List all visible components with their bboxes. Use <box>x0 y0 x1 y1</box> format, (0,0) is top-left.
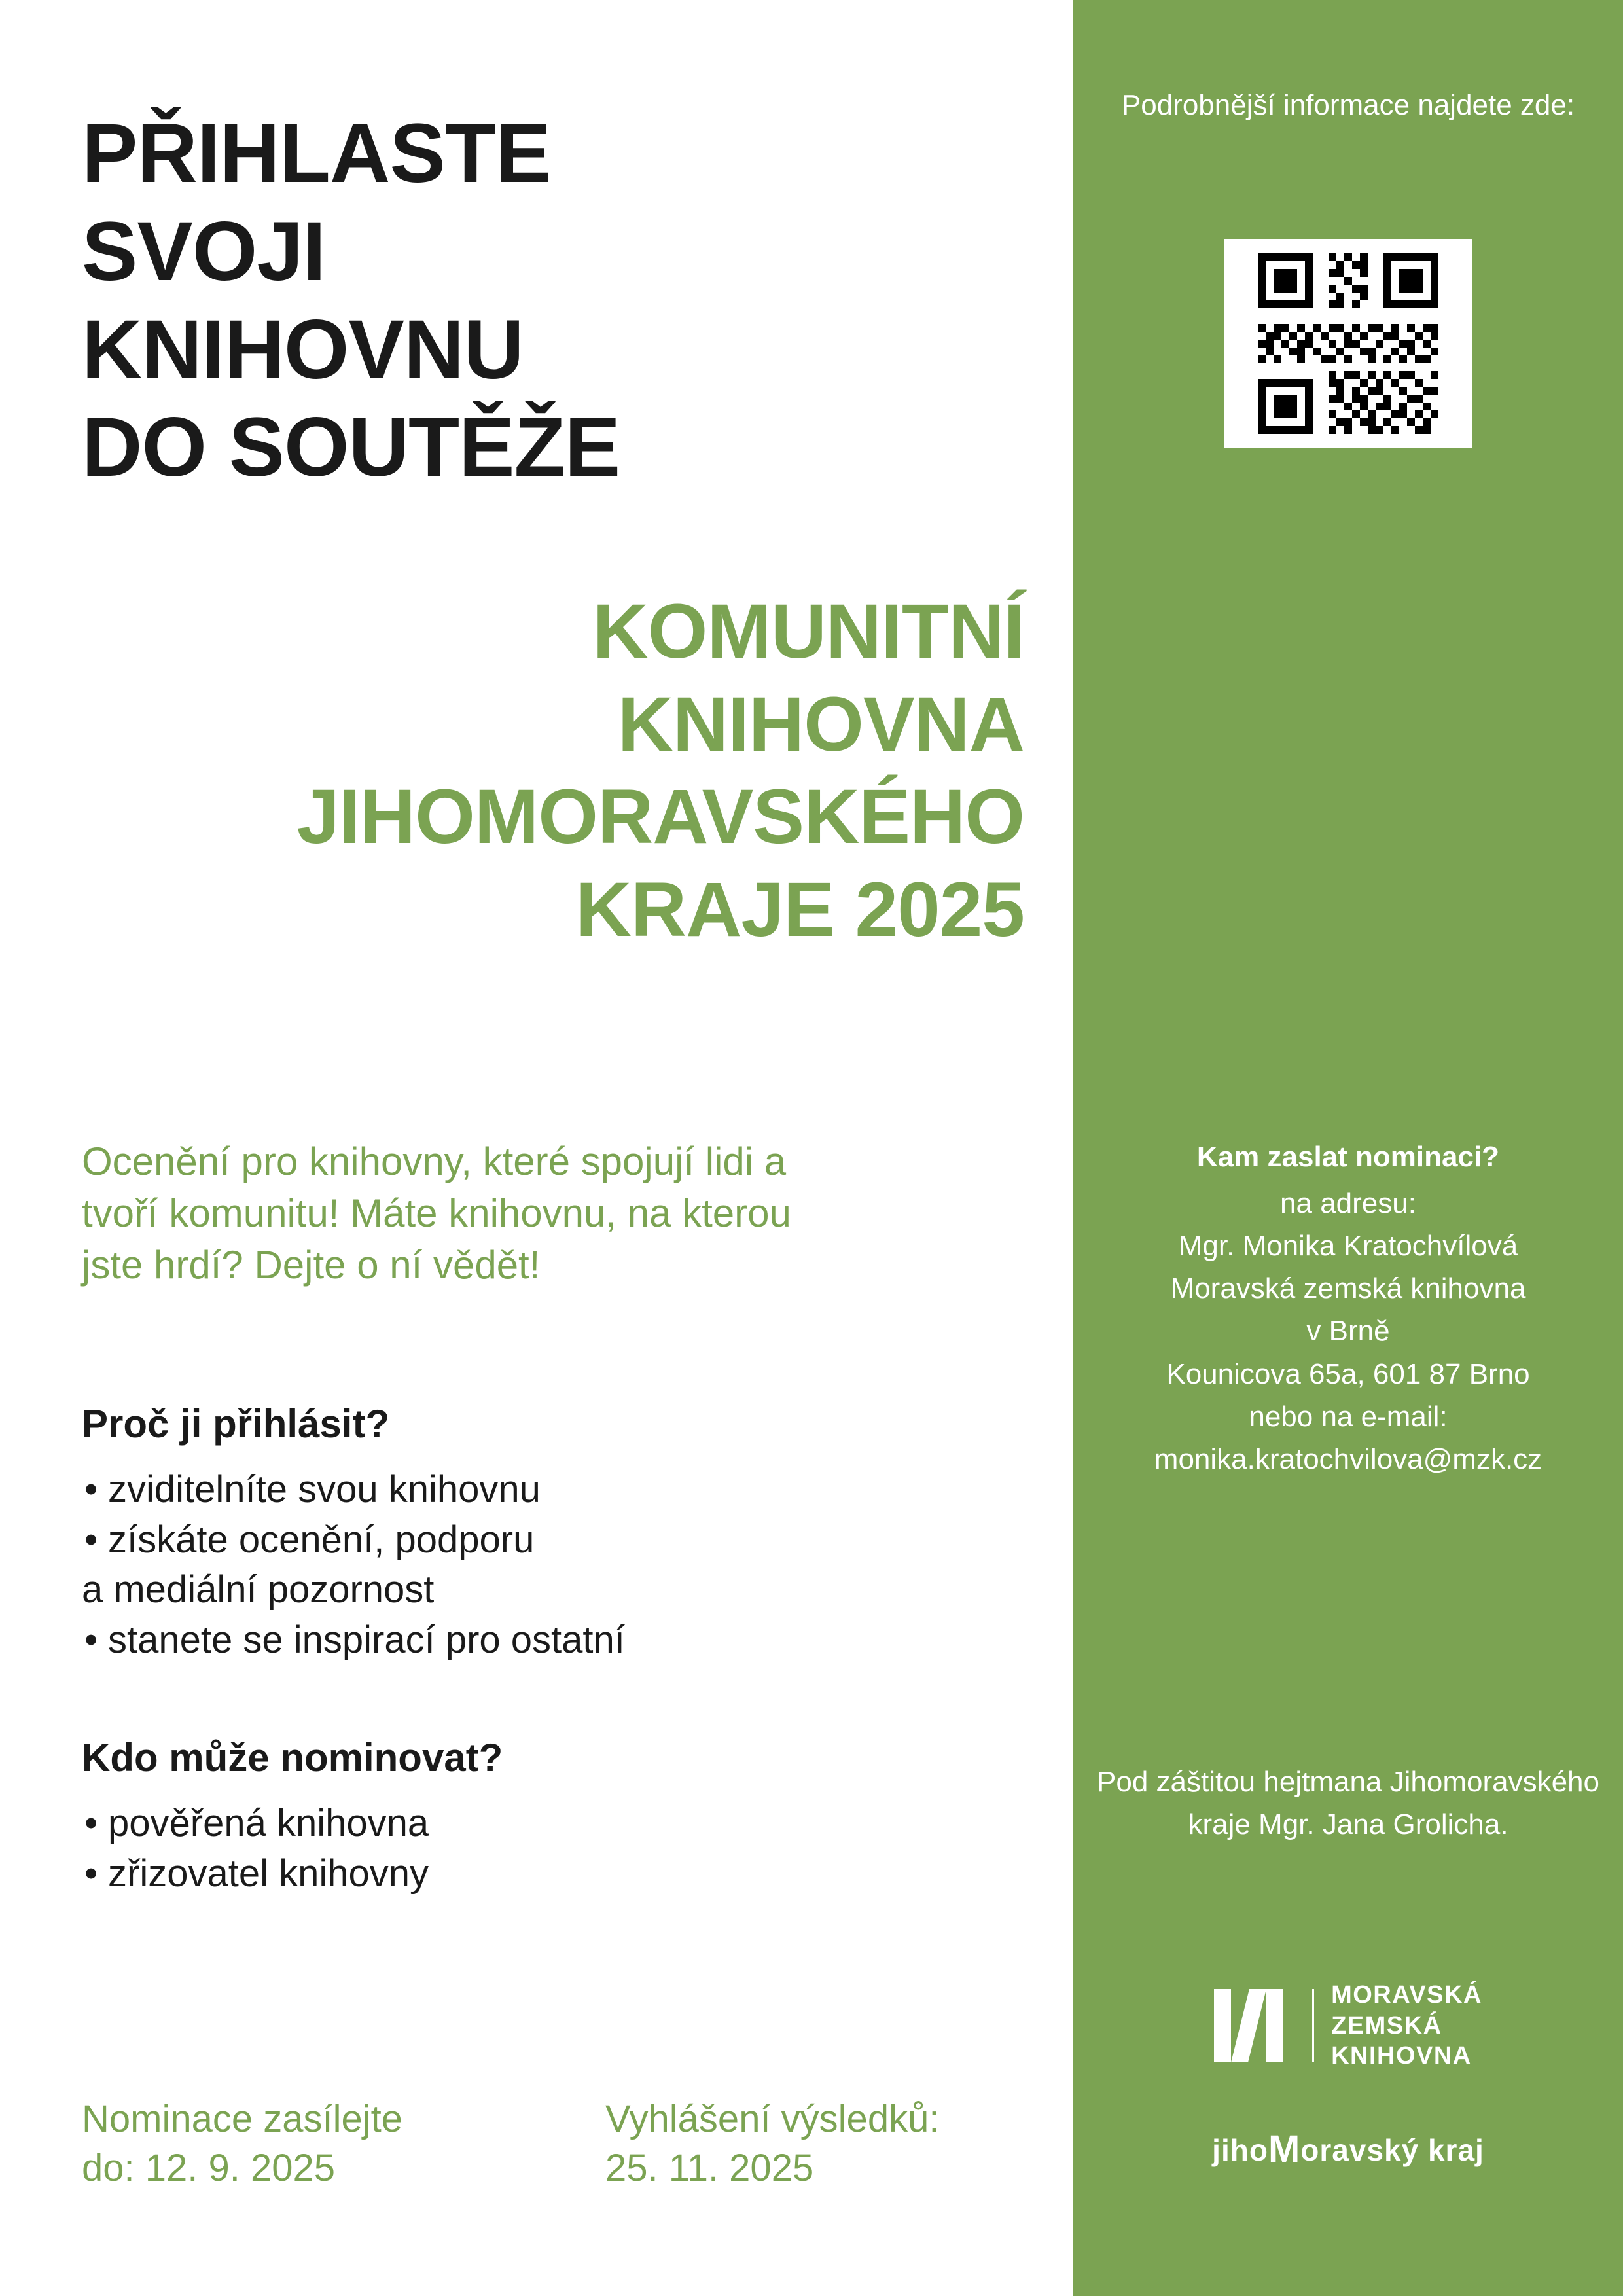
headline-line: DO SOUTĚŽE <box>82 401 620 495</box>
panel-gap-divider <box>1059 0 1073 2296</box>
jmk-logo-part: jih <box>1212 2133 1249 2167</box>
contact-email[interactable]: monika.kratochvilova@mzk.cz <box>1154 1443 1543 1475</box>
address-line: v Brně <box>1306 1315 1390 1348</box>
qr-code-icon[interactable] <box>1224 239 1472 448</box>
list-item: • pověřená knihovna <box>82 1799 900 1849</box>
section-why-list <box>82 1465 900 1665</box>
mzk-logo-text <box>1331 1980 1482 2071</box>
intro-paragraph: Ocenění pro knihovny, které spojují lidi a tvoří komunitu! Máte knihovnu, na kterou jste hrdí? Dejte o ní vědět! <box>82 1139 791 1287</box>
results-date <box>605 2094 939 2193</box>
results-date-value: 25. 11. 2025 <box>605 2147 814 2190</box>
headline-line: SVOJI <box>82 204 326 298</box>
submission-deadline <box>82 2094 402 2193</box>
page-title <box>82 105 1031 497</box>
section-why-title: Proč ji přihlásit? <box>82 1402 390 1446</box>
patronage-note: Pod záštitou hejtmana Jihomoravského kraje Mgr. Jana Grolicha. <box>1097 1766 1599 1841</box>
headline-line: KNIHOVNU <box>82 302 524 397</box>
mzk-logo-mark-icon <box>1214 1986 1312 2065</box>
submission-deadline-label: Nominace zasílejte <box>82 2098 402 2140</box>
address-line: Moravská zemská knihovna <box>1170 1272 1526 1305</box>
section-why <box>82 1401 900 1665</box>
address-line: Kounicova 65a, 601 87 Brno <box>1166 1357 1530 1390</box>
submission-deadline-value: do: 12. 9. 2025 <box>82 2147 335 2190</box>
results-date-label: Vyhlášení výsledků: <box>605 2098 940 2140</box>
list-item: a mediální pozornost <box>82 1568 435 1611</box>
contest-name-line: KNIHOVNA <box>617 681 1024 768</box>
address-line: nebo na e-mail: <box>1249 1400 1448 1433</box>
section-who <box>82 1734 900 1899</box>
nomination-address <box>1073 1136 1623 1480</box>
contest-name-line: KOMUNITNÍ <box>592 588 1024 675</box>
section-who-list <box>82 1799 900 1899</box>
mzk-logo-line: KNIHOVNA <box>1331 2042 1472 2070</box>
list-item: • stanete se inspirací pro ostatní <box>82 1615 900 1666</box>
jmk-logo-part: M <box>1268 2128 1301 2170</box>
list-item: • zřizovatel knihovny <box>82 1849 900 1899</box>
jmk-logo-part: oravský kraj <box>1300 2133 1484 2167</box>
left-content-column <box>82 0 1057 2296</box>
headline-line: PŘIHLASTE <box>82 107 551 200</box>
qr-caption: Podrobnější informace najdete zde: <box>1121 89 1575 121</box>
list-item: • zviditelníte svou knihovnu <box>82 1465 900 1515</box>
address-line: na adresu: <box>1280 1187 1416 1220</box>
contest-name <box>82 586 1024 956</box>
jmk-logo-part: o <box>1249 2133 1268 2167</box>
contest-name-line: KRAJE 2025 <box>575 866 1024 953</box>
address-line: Mgr. Monika Kratochvílová <box>1178 1230 1518 1263</box>
mzk-logo-line: ZEMSKÁ <box>1331 2011 1442 2039</box>
panel-content <box>1073 0 1623 2296</box>
nomination-address-title: Kam zaslat nominaci? <box>1196 1141 1500 1173</box>
section-who-title: Kdo může nominovat? <box>82 1736 503 1780</box>
contest-name-line: JIHOMORAVSKÉHO <box>296 774 1024 861</box>
logo-divider <box>1312 1989 1314 2062</box>
logo-moravska-zemska-knihovna <box>1194 1983 1502 2068</box>
list-item: • získáte ocenění, podporu <box>82 1515 900 1566</box>
logo-jihomoravsky-kraj <box>1073 2130 1623 2168</box>
mzk-logo-line: MORAVSKÁ <box>1331 1981 1482 2009</box>
